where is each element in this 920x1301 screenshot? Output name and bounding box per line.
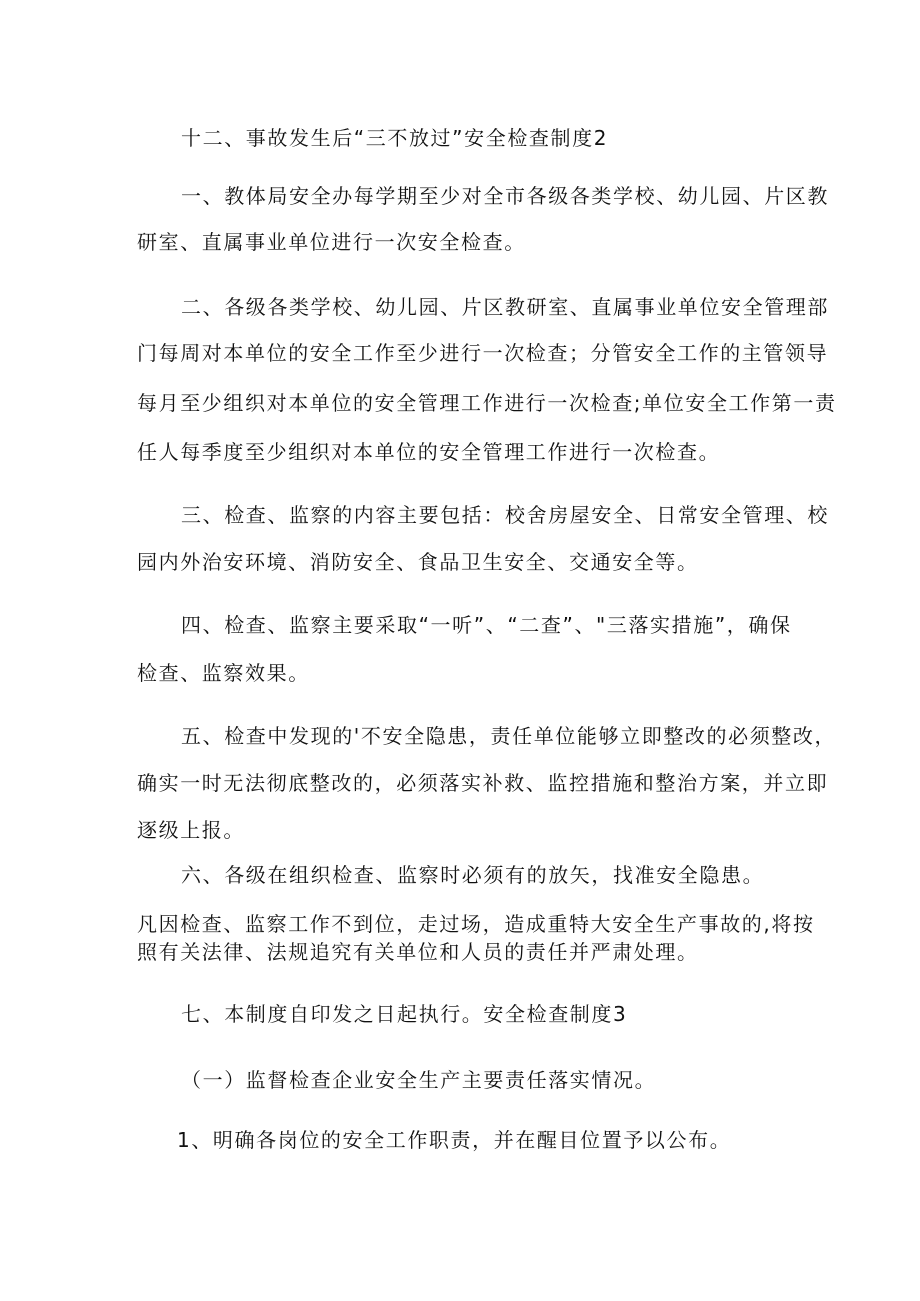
- paragraph-line: 确实一时无法彻底整改的，必须落实补救、监控措施和整治方案，并立即: [137, 771, 829, 795]
- paragraph-line: 每月至少组织对本单位的安全管理工作进行一次检查;单位安全工作第一责: [137, 391, 837, 415]
- paragraph-line: 逐级上报。: [137, 818, 245, 842]
- paragraph-line: 园内外治安环境、消防安全、食品卫生安全、交通安全等。: [137, 550, 699, 574]
- paragraph-line: 任人每季度至少组织对本单位的安全管理工作进行一次检查。: [137, 440, 721, 464]
- paragraph-line: 七、本制度自印发之日起执行。安全检查制度3: [181, 1002, 628, 1026]
- paragraph-line: 六、各级在组织检查、监察时必须有的放矢，找准安全隐患。: [181, 863, 765, 887]
- paragraph-line: 一、教体局安全办每学期至少对全市各级各类学校、幼儿园、片区教: [181, 184, 829, 208]
- paragraph-line: 门每周对本单位的安全工作至少进行一次检查；分管安全工作的主管领导: [137, 341, 829, 365]
- paragraph-line: 照有关法律、法规追究有关单位和人员的责任并严肃处理。: [137, 940, 699, 964]
- paragraph-line: 五、检查中发现的'不安全隐患，责任单位能够立即整改的必须整改，: [181, 724, 837, 748]
- paragraph-line: 三、检查、监察的内容主要包括：校舍房屋安全、日常安全管理、校: [181, 503, 829, 527]
- paragraph-line: 四、检查、监察主要采取“一听”、“二查”、"三落实措施”，确保: [181, 613, 792, 637]
- paragraph-line: 1、明确各岗位的安全工作职责，并在醒目位置予以公布。: [177, 1128, 732, 1152]
- paragraph-line: 研室、直属事业单位进行一次安全检查。: [137, 230, 526, 254]
- paragraph-line: 检查、监察效果。: [137, 661, 310, 685]
- paragraph-line: 二、各级各类学校、幼儿园、片区教研室、直属事业单位安全管理部: [181, 295, 829, 319]
- paragraph-line: 凡因检查、监察工作不到位，走过场，造成重特大安全生产事故的,将按: [137, 912, 815, 936]
- section-heading: 十二、事故发生后“三不放过”安全检查制度2: [181, 126, 609, 150]
- paragraph-line: （一）监督检查企业安全生产主要责任落实情况。: [181, 1068, 657, 1092]
